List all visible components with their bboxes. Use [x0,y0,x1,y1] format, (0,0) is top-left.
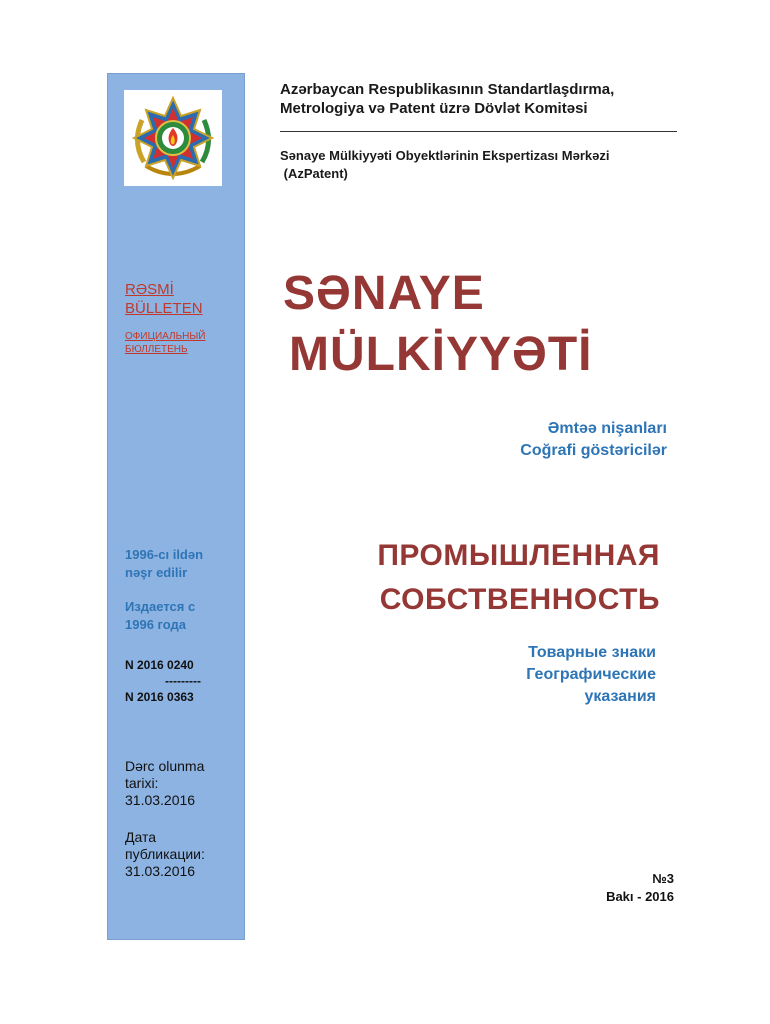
center-line: Sənaye Mülkiyyəti Obyektlərinin Ekspertizası Mərkəzi [280,148,610,163]
pub-ru-date: 31.03.2016 [125,863,196,879]
publication-date-az [125,758,204,809]
pub-az-line: Dərc olunma [125,758,205,774]
title-ru-line: ПРОМЫШЛЕННАЯ [377,539,660,572]
subtitle-ru [380,642,656,708]
since-az-line: nəşr edilir [125,565,188,580]
official-az-line: RƏSMİ [125,281,174,298]
sidebar-panel [107,73,245,940]
published-since-ru [125,598,195,634]
pub-az-line: tarixi: [125,775,159,791]
ministry-line: Metrologiya və Patent üzrə Dövlət Komitəsi [280,100,588,117]
subtitle-ru-line: Географические [526,666,656,683]
title-ru-line: СОБСТВЕННОСТЬ [379,583,660,616]
official-az-label [125,280,205,318]
subtitle-ru-line: Товарные знаки [528,644,656,661]
subtitle-ru-line: указания [584,688,656,705]
issue-from: N 2016 0240 [125,658,194,672]
publication-date-ru [125,829,205,880]
center-line: (AzPatent) [280,166,348,181]
issue-number-block [560,870,674,906]
issue-dash: --------- [165,674,201,688]
ministry-name [280,80,700,118]
center-name [280,147,700,183]
subtitle-az-line: Əmtəə nişanları [547,420,667,437]
issue-range [125,657,201,705]
official-ru-label [125,330,205,356]
official-ru-line: БЮЛЛЕТЕНЬ [125,344,188,355]
title-az-line: MÜLKİYYƏTİ [289,328,593,381]
official-az-line: BÜLLETEN [125,300,203,317]
pub-ru-line: публикации: [125,846,205,862]
subtitle-az-line: Coğrafi göstəricilər [520,442,667,459]
official-bulletin-label [125,280,205,356]
main-title-az [283,266,703,383]
ministry-line: Azərbaycan Respublikasının Standartlaşdırma, [280,81,615,98]
pub-ru-line: Дата [125,829,157,845]
published-since-az [125,546,203,582]
since-az-line: 1996-cı ildən [125,547,204,562]
issue-number: №3 [652,871,674,886]
since-ru-line: 1996 года [125,617,187,632]
main-title-ru [280,534,660,622]
title-az-line: SƏNAYE [283,267,485,320]
azerbaijan-emblem-icon [124,90,222,186]
since-ru-line: Издается с [125,599,196,614]
city-year: Bakı - 2016 [606,889,674,904]
header-divider [280,131,677,132]
official-ru-line: ОФИЦИАЛЬНЫЙ [125,331,206,342]
subtitle-az [380,418,667,462]
pub-az-date: 31.03.2016 [125,792,196,808]
issue-to: N 2016 0363 [125,690,194,704]
